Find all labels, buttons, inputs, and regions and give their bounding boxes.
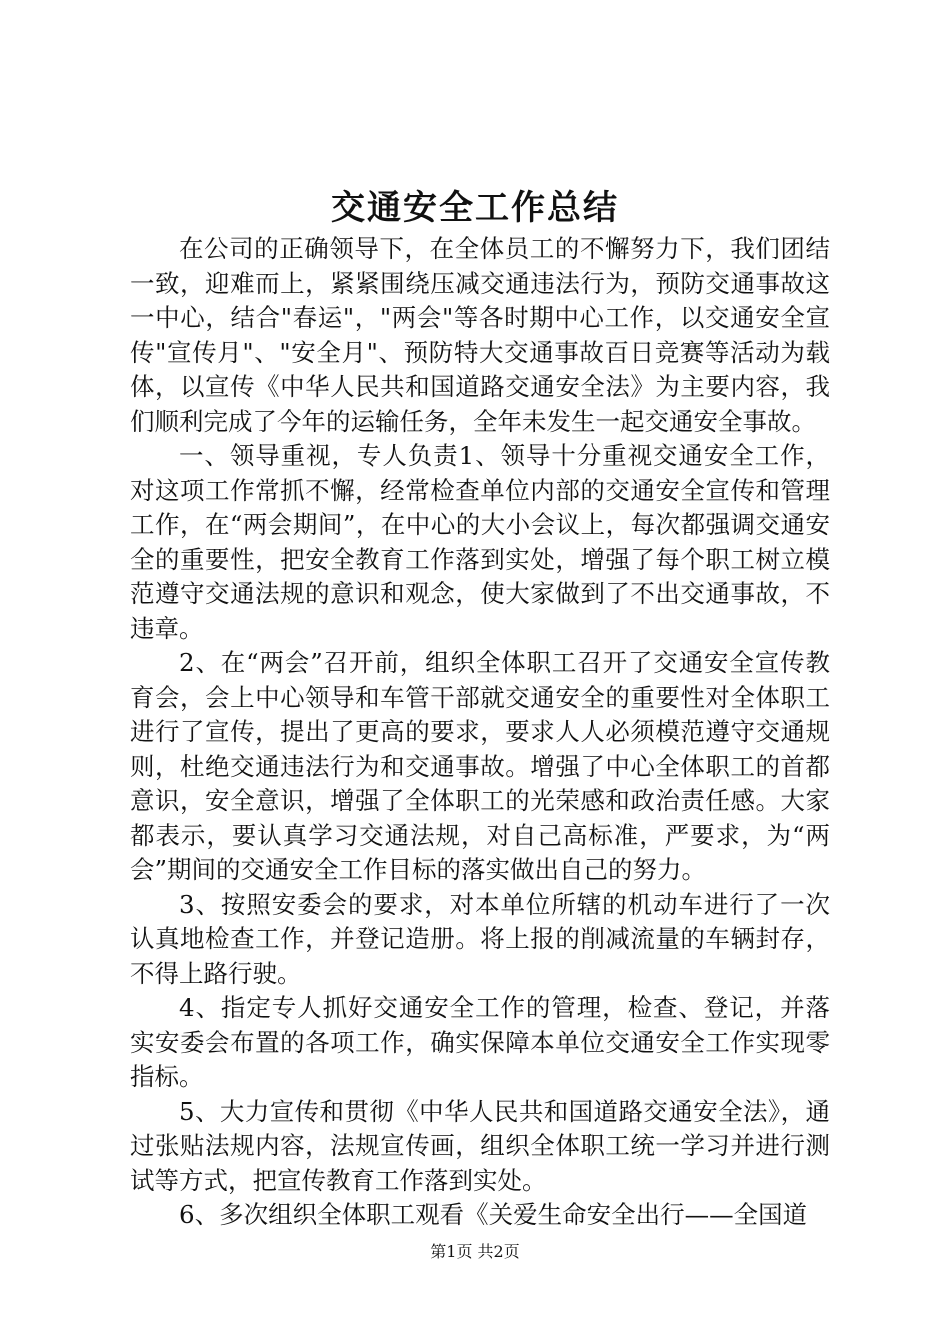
document-body	[130, 232, 830, 1233]
page-number-footer: 第1页 共2页	[430, 1242, 520, 1261]
paragraph-item-6: 6、多次组织全体职工观看《关爱生命安全出行——全国道	[179, 1200, 808, 1229]
paragraph-item-4: 4、指定专人抓好交通安全工作的管理，检查、登记，并落实安委会布置的各项工作，确实保障本单位交通安全工作实现零指标。	[130, 993, 830, 1091]
paragraph-item-3: 3、按照安委会的要求，对本单位所辖的机动车进行了一次认真地检查工作，并登记造册。将上报的削减流量的车辆封存，不得上路行驶。	[130, 889, 830, 988]
paragraph-intro: 在公司的正确领导下，在全体员工的不懈努力下，我们团结一致，迎难而上，紧紧围绕压减交通违法行为，预防交通事故这一中心，结合"春运"，"两会"等各时期中心工作，以交通安全宣传"宣传月"、"安全月"、预防特大交通事故百日竞赛等活动为载体，以宣传《中华人民共和国道路交通安全法》为主要内容，我们顺利完成了今年的运输任务，全年未发生一起交通安全事故。	[130, 234, 830, 436]
paragraph-section-1: 一、领导重视，专人负责1、领导十分重视交通安全工作，对这项工作常抓不懈，经常检查单位内部的交通安全宣传和管理工作，在“两会期间”，在中心的大小会议上，每次都强调交通安全的重要性，把安全教育工作落到实处，增强了每个职工树立模范遵守交通法规的意识和观念，使大家做到了不出交通事故，不违章。	[130, 441, 830, 643]
paragraph-item-2: 2、在“两会”召开前，组织全体职工召开了交通安全宣传教育会，会上中心领导和车管干部就交通安全的重要性对全体职工进行了宣传，提出了更高的要求，要求人人必须模范遵守交通规则，杜绝交通违法行为和交通事故。增强了中心全体职工的首都意识，安全意识，增强了全体职工的光荣感和政治责任感。大家都表示，要认真学习交通法规，对自己高标准，严要求，为“两会”期间的交通安全工作目标的落实做出自己的努力。	[130, 648, 830, 884]
paragraph-item-5: 5、大力宣传和贯彻《中华人民共和国道路交通安全法》，通过张贴法规内容，法规宣传画，组织全体职工统一学习并进行测试等方式，把宣传教育工作落到实处。	[130, 1096, 830, 1195]
document-title: 交通安全工作总结	[331, 188, 619, 228]
